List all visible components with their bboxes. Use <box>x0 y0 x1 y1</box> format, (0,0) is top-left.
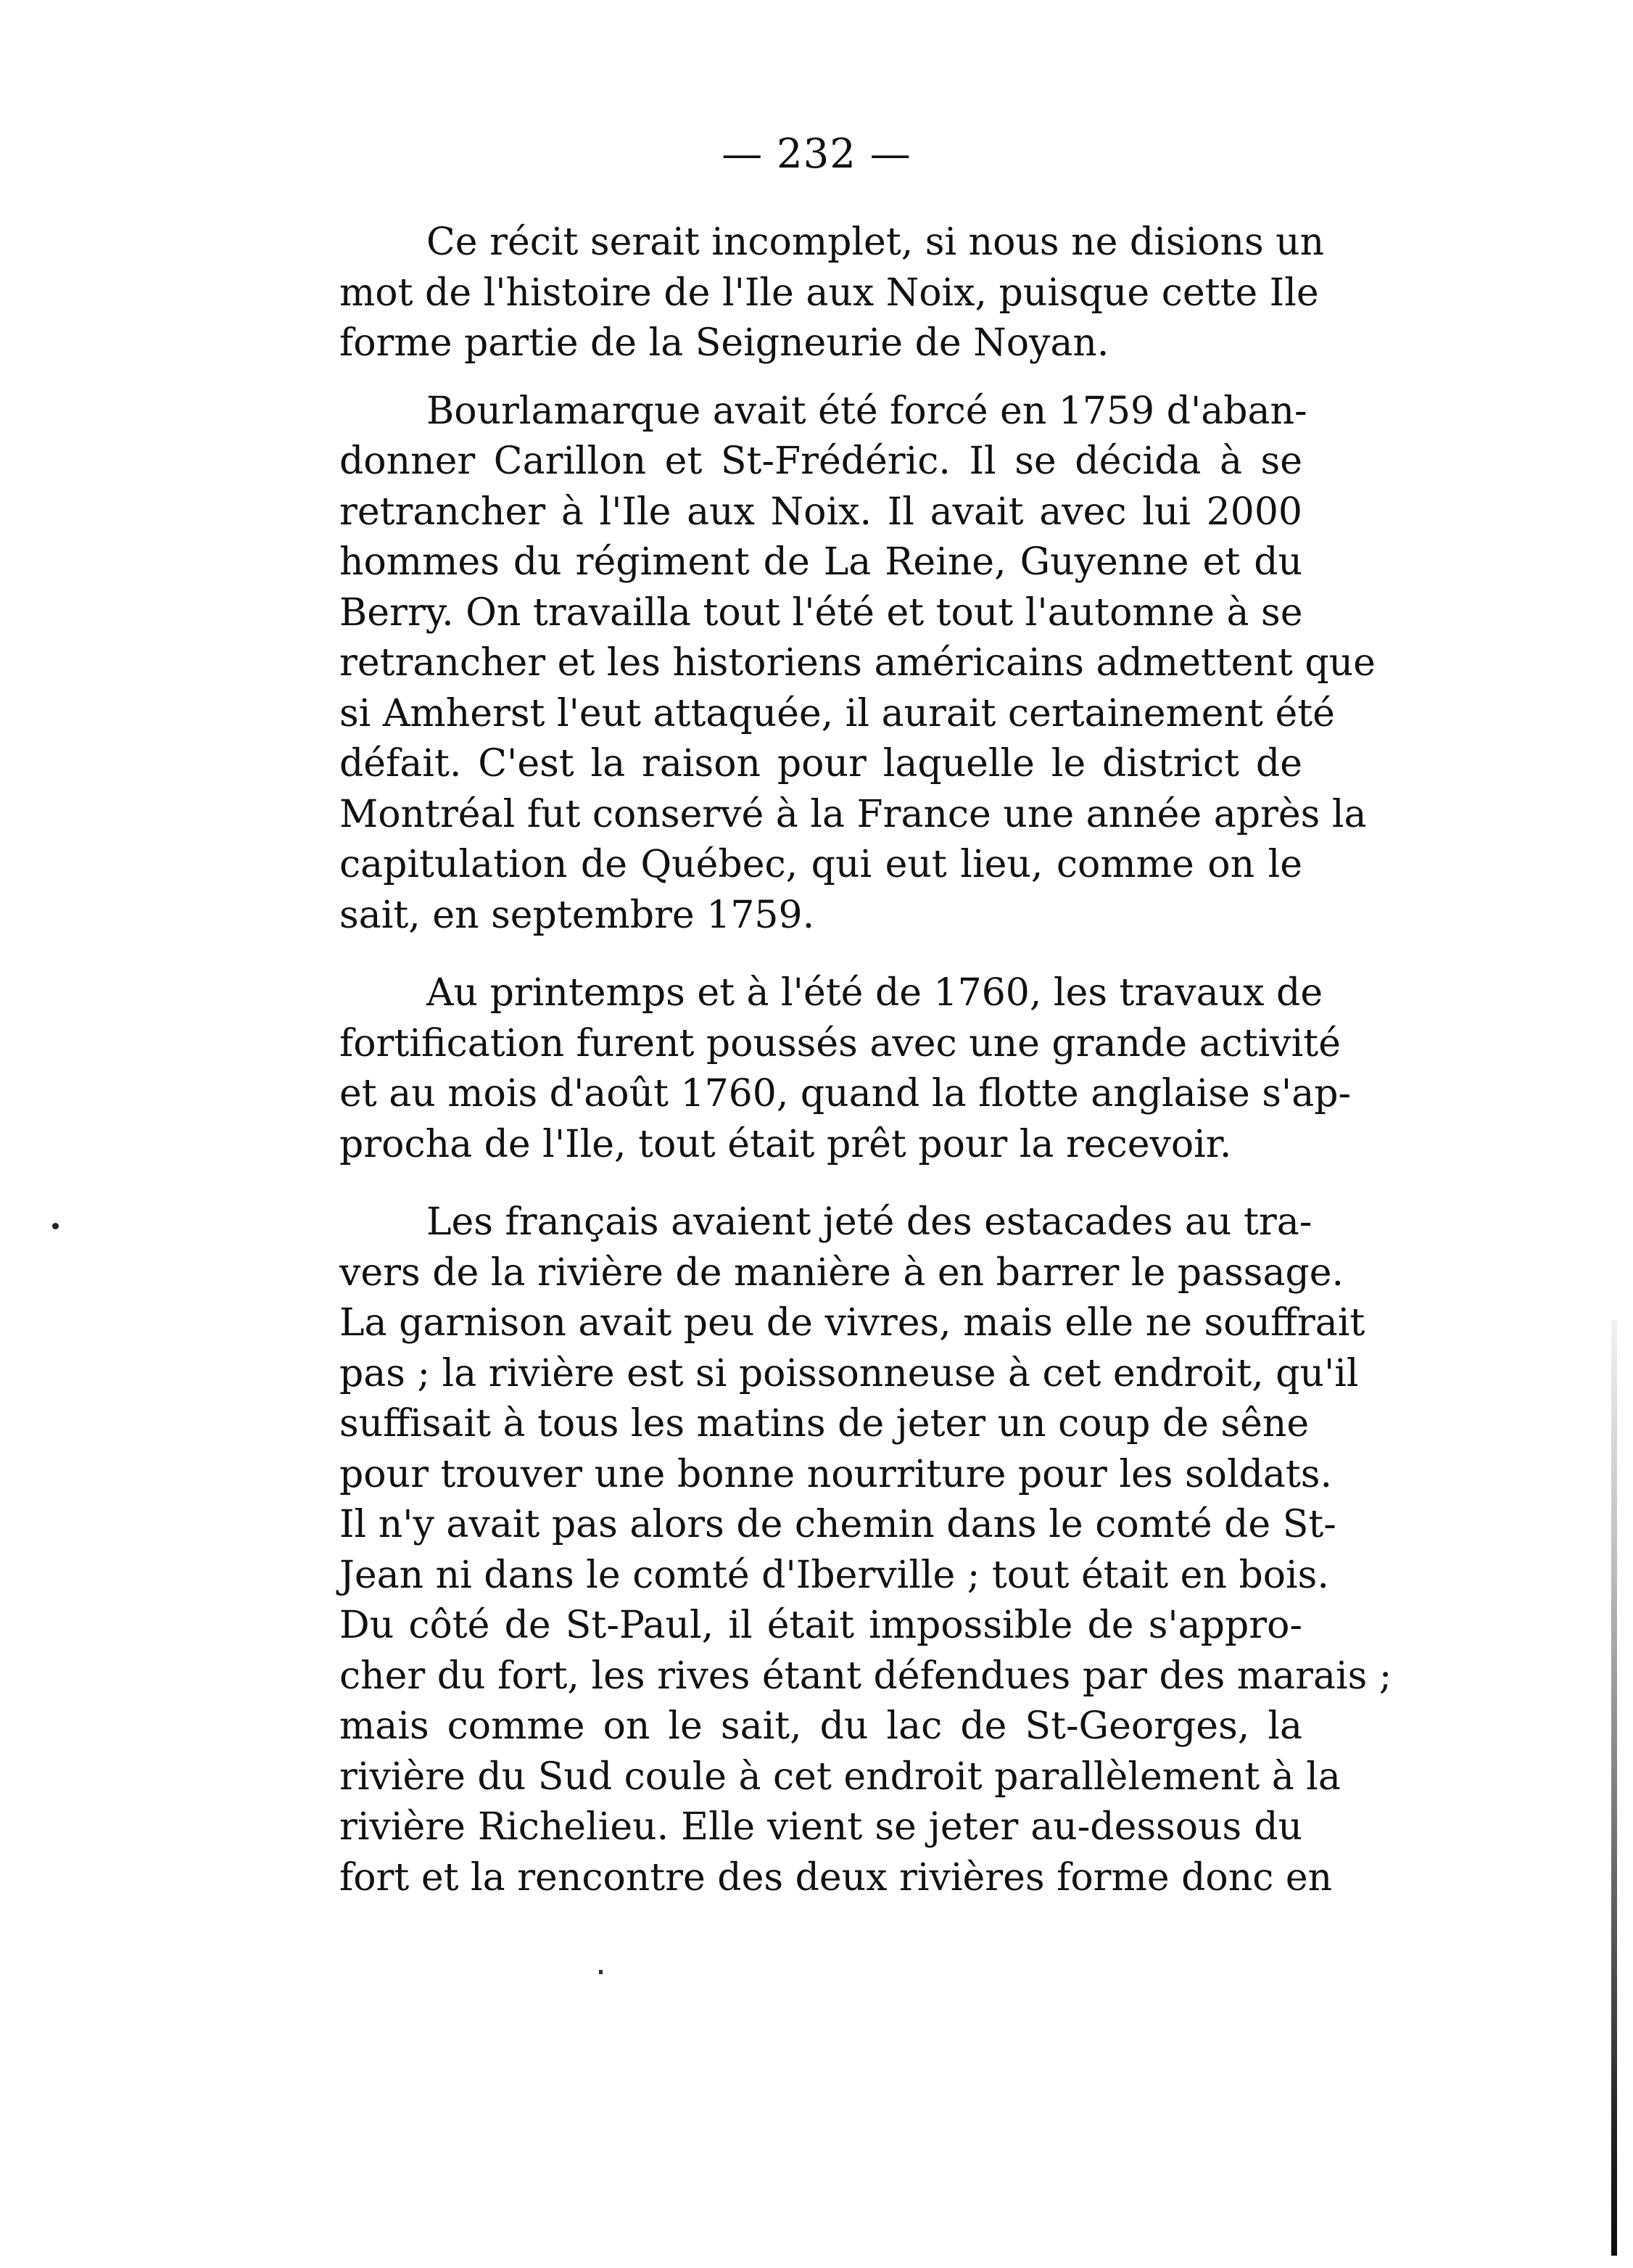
text-line: forme partie de la Seigneurie de Noyan. <box>339 321 1109 365</box>
text-line: défait. C'est la raison pour laquelle le district de <box>339 742 1302 785</box>
text-line: retrancher et les historiens américains admettent que <box>339 641 1376 685</box>
text-line: Il n'y avait pas alors de chemin dans le comté de St- <box>339 1503 1336 1546</box>
text-line: capitulation de Québec, qui eut lieu, comme on le <box>339 843 1302 886</box>
text-line: et au mois d'août 1760, quand la flotte anglaise s'ap- <box>339 1072 1352 1116</box>
text-line: cher du fort, les rives étant défendues par des marais ; <box>339 1654 1392 1698</box>
scan-edge-mark <box>1611 1320 1617 2256</box>
margin-speck <box>52 1223 59 1229</box>
text-line: La garnison avait peu de vivres, mais elle ne souffrait <box>339 1301 1365 1345</box>
text-line: Les français avaient jeté des estacades au tra- <box>426 1200 1312 1244</box>
text-line: retrancher à l'Ile aux Noix. Il avait avec lui 2000 <box>339 490 1302 534</box>
text-line: sait, en septembre 1759. <box>339 893 815 937</box>
text-line: hommes du régiment de La Reine, Guyenne et du <box>339 540 1302 584</box>
text-line: suffisait à tous les matins de jeter un coup de sêne <box>339 1402 1310 1446</box>
text-line: donner Carillon et St-Frédéric. Il se décida à se <box>339 440 1302 483</box>
text-line: mot de l'histoire de l'Ile aux Noix, puisque cette Ile <box>339 271 1319 315</box>
text-line: fortification furent poussés avec une grande activité <box>339 1021 1341 1065</box>
text-line: si Amherst l'eut attaquée, il aurait certainement été <box>339 691 1335 735</box>
text-line: mais comme on le sait, du lac de St-Georges, la <box>339 1704 1302 1748</box>
paragraph-1 <box>339 218 1325 369</box>
text-line: pour trouver une bonne nourriture pour les soldats. <box>339 1452 1333 1496</box>
text-line: Du côté de St-Paul, il était impossible de s'appro- <box>339 1604 1302 1647</box>
text-line: Jean ni dans le comté d'Iberville ; tout était en bois. <box>339 1553 1329 1597</box>
text-line: Montréal fut conservé à la France une année après la <box>339 792 1367 836</box>
page-number: — 232 — <box>722 131 911 178</box>
body-text <box>339 218 1392 1903</box>
text-line: vers de la rivière de manière à en barrer le passage. <box>339 1250 1344 1295</box>
text-line: fort et la rencontre des deux rivières forme donc en <box>339 1855 1333 1900</box>
text-line: Bourlamarque avait été forcé en 1759 d'aban- <box>426 389 1307 433</box>
paragraph-3 <box>339 968 1352 1170</box>
text-line: procha de l'Ile, tout était prêt pour la recevoir. <box>339 1122 1232 1166</box>
paragraph-4 <box>339 1197 1392 1903</box>
text-line: Au printemps et à l'été de 1760, les travaux de <box>426 971 1323 1015</box>
text-line: rivière Richelieu. Elle vient se jeter au-dessous du <box>339 1805 1302 1849</box>
paragraph-2 <box>339 387 1376 941</box>
text-line: pas ; la rivière est si poissonneuse à cet endroit, qu'il <box>339 1351 1359 1395</box>
bottom-speck <box>599 1970 603 1974</box>
text-line: rivière du Sud coule à cet endroit parallèlement à la <box>339 1754 1341 1799</box>
text-line: Berry. On travailla tout l'été et tout l'automne à se <box>339 590 1303 635</box>
text-line: Ce récit serait incomplet, si nous ne disions un <box>426 220 1325 264</box>
